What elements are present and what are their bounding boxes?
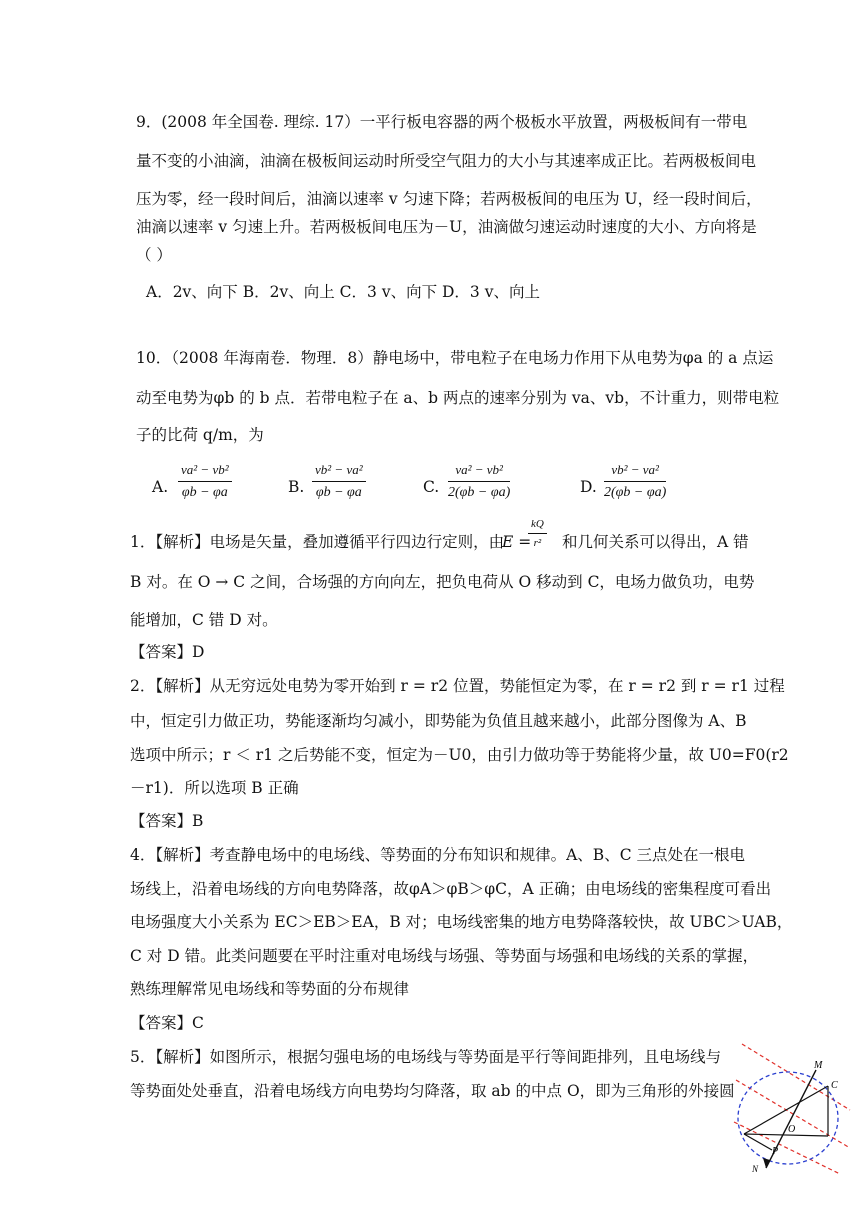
circumscribed-circle: [738, 1072, 838, 1164]
a2-line-2: 中，恒定引力做正功，势能逐渐均匀减小，即势能为负值且越来越小，此部分图像为 A、B: [130, 712, 747, 730]
triangle-circle-figure: [732, 1040, 858, 1176]
a1-line-1-post: 和几何关系可以得出，A 错: [562, 533, 749, 551]
q9-line-2: 量不变的小油滴，油滴在极板间运动时所受空气阻力的大小与其速率成正比。若两极板间电: [136, 152, 757, 170]
label-m: M: [814, 1060, 823, 1071]
a1-formula-fraction: [528, 518, 547, 549]
q10-option-d-formula: [604, 462, 666, 501]
a1-line-3: 能增加，C 错 D 对。: [130, 611, 278, 629]
q9-options: A．2v、向下 B．2v、向上 C．3 v、向下 D．3 v、向上: [146, 283, 540, 301]
q10-line-3: 子的比荷 q/m，为: [136, 426, 264, 444]
a1-line-2: B 对。在 O → C 之间，合场强的方向向左，把负电荷从 O 移动到 C，电场力做负功，电势: [130, 573, 755, 591]
a1-formula-denominator: r²: [533, 537, 542, 549]
a2-line-4: －r1)．所以选项 B 正确: [130, 779, 299, 797]
q9-answer-blank: （ ）: [136, 246, 172, 264]
q9-line-1: 9．(2008 年全国卷. 理综. 17）一平行板电容器的两个极板水平放置，两极板间有一带电: [136, 113, 748, 131]
q10-option-a-formula: [178, 462, 232, 501]
q10-option-b-formula: [312, 462, 366, 501]
q10-option-a-numerator: va² − vb²: [178, 462, 232, 482]
a4-line-1: 4．【解析】考查静电场中的电场线、等势面的分布知识和规律。A、B、C 三点处在一根电: [130, 846, 745, 864]
a4-answer: 【答案】C: [130, 1014, 204, 1032]
q10-option-c-denominator: 2(φb − φa): [448, 485, 511, 500]
q10-line-1: 10．（2008 年海南卷．物理．8）静电场中，带电粒子在电场力作用下从电势为φa 的 a 点运: [136, 349, 774, 367]
q10-option-d-numerator: vb² − va²: [604, 462, 666, 482]
equipotential-line-bottom: [734, 1122, 840, 1174]
q10-line-2: 动至电势为φb 的 b 点．若带电粒子在 a、b 两点的速率分别为 va、vb，不计重力，则带电粒: [136, 389, 780, 407]
q10-option-d-label: D.: [580, 478, 597, 496]
q9-line-4: 油滴以速率 v 匀速上升。若两极板间电压为－U，油滴做匀速运动时速度的大小、方向将是: [136, 218, 757, 236]
label-p: P: [772, 1146, 779, 1157]
a4-line-4: C 对 D 错。此类问题要在平时注重对电场线与场强、等势面与场强和电场线的关系的掌握，: [130, 947, 759, 965]
a4-line-2: 场线上，沿着电场线的方向电势降落，故φA＞φB＞φC，A 正确；由电场线的密集程度可看出: [130, 880, 772, 898]
a5-line-1: 5．【解析】如图所示，根据匀强电场的电场线与等势面是平行等间距排列，且电场线与: [130, 1048, 722, 1066]
a2-line-1: 2．【解析】从无穷远处电势为零开始到 r = r2 位置，势能恒定为零，在 r = r2 到 r = r1 过程: [130, 677, 785, 695]
triangle-side-ab: [744, 1134, 828, 1136]
q10-option-b-label: B.: [288, 478, 305, 496]
a2-answer: 【答案】B: [130, 812, 204, 830]
q10-option-c-formula: [448, 462, 510, 501]
q10-option-d-denominator: 2(φb − φa): [604, 485, 667, 500]
label-c: C: [831, 1080, 838, 1091]
q10-option-b-numerator: vb² − va²: [312, 462, 366, 482]
label-o: O: [788, 1124, 796, 1135]
q10-option-c-numerator: va² − vb²: [448, 462, 510, 482]
q9-line-3: 压为零，经一段时间后，油滴以速率 v 匀速下降；若两极板间的电压为 U，经一段时间后，: [136, 190, 762, 208]
a1-line-1-pre: 1．【解析】电场是矢量，叠加遵循平行四边行定则，由: [130, 533, 505, 551]
a1-formula-numerator: kQ: [528, 518, 547, 534]
a4-line-3: 电场强度大小关系为 EC＞EB＞EA，B 对；电场线密集的地方电势降落较快，故 UBC＞UAB，: [130, 913, 793, 931]
a1-answer: 【答案】D: [130, 643, 205, 661]
a4-line-5: 熟练理解常见电场线和等势面的分布规律: [130, 980, 410, 998]
segment-ap: [744, 1134, 772, 1150]
q10-option-a-denominator: φb − φa: [181, 485, 228, 500]
a1-formula-lhs: E =: [502, 533, 532, 551]
a5-line-2: 等势面处处垂直，沿着电场线方向电势均匀降落，取 ab 的中点 O，即为三角形的外接圆: [130, 1082, 735, 1100]
q10-option-a-label: A.: [152, 478, 169, 496]
q10-option-c-label: C.: [423, 478, 440, 496]
q10-option-b-denominator: φb − φa: [315, 485, 362, 500]
label-n: N: [752, 1164, 759, 1174]
a2-line-3: 选项中所示；r ＜ r1 之后势能不变，恒定为－U0，由引力做功等于势能将少量，故 U0=F0(r2: [130, 746, 789, 764]
